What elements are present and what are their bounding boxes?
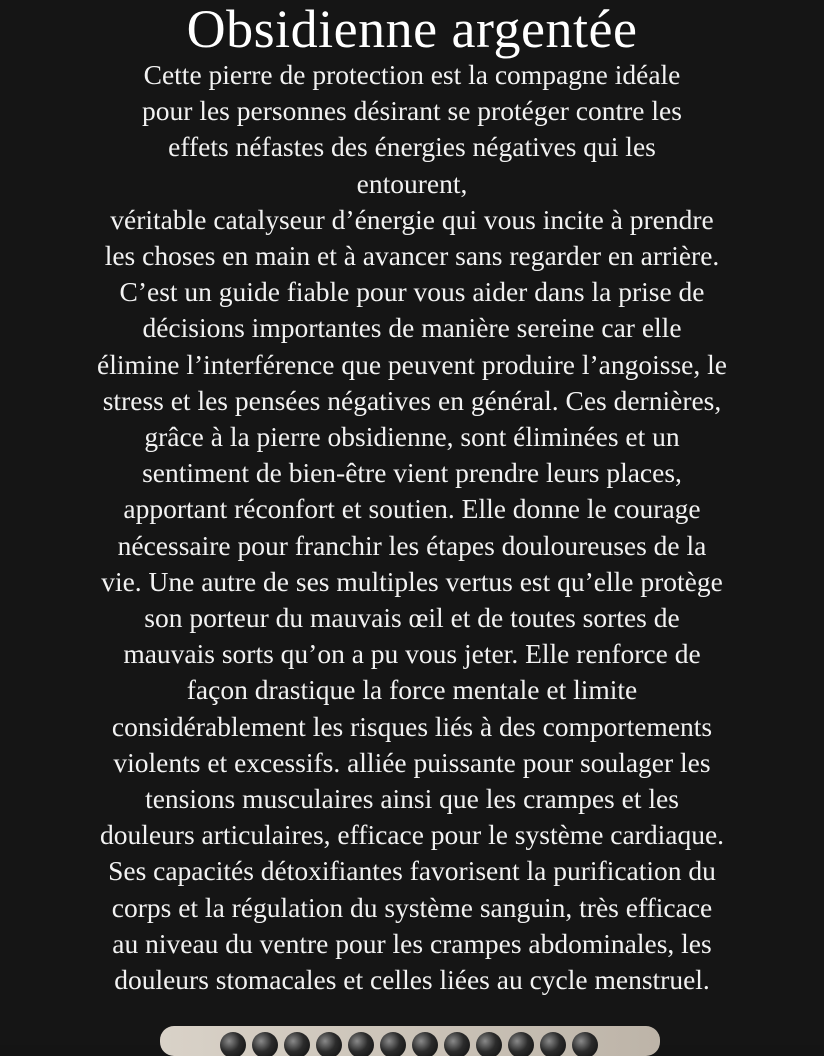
description-line: effets néfastes des énergies négatives qui les — [168, 131, 656, 163]
description-line: véritable catalyseur d’énergie qui vous incite à prendre — [110, 203, 714, 235]
description-line: douleurs articulaires, efficace pour le système cardiaque. — [99, 819, 725, 851]
description-line: sentiment de bien-être vient prendre leurs places, — [142, 457, 682, 489]
bead-icon — [572, 1032, 598, 1056]
description-line: élimine l’interférence que peuvent produire l’angoisse, le — [97, 348, 727, 380]
bead-icon — [412, 1032, 438, 1056]
bead-icon — [348, 1032, 374, 1056]
description-text — [0, 57, 824, 998]
description-line: Cette pierre de protection est la compagne idéale — [143, 59, 681, 90]
description-line: son porteur du mauvais œil et de toutes sortes de — [144, 602, 680, 634]
bead-icon — [380, 1032, 406, 1056]
bead-icon — [316, 1032, 342, 1056]
description-line: décisions importantes de manière sereine car elle — [142, 312, 682, 344]
description-line: grâce à la pierre obsidienne, sont éliminées et un — [144, 421, 680, 453]
page-title: Obsidienne argentée — [186, 0, 638, 59]
description-line: considérablement les risques liés à des comportements — [111, 710, 713, 742]
description-line: C’est un guide fiable pour vous aider dans la prise de — [119, 276, 705, 308]
description-line: façon drastique la force mentale et limite — [186, 674, 638, 706]
description-line: entourent, — [356, 167, 468, 199]
bead-icon — [220, 1032, 246, 1056]
description-line: violents et excessifs. alliée puissante pour soulager les — [113, 746, 711, 778]
bead-icon — [284, 1032, 310, 1056]
description-line: apportant réconfort et soutien. Elle donne le courage — [123, 493, 701, 525]
description-line: les choses en main et à avancer sans regarder en arrière. — [104, 240, 720, 272]
bead-icon — [252, 1032, 278, 1056]
description-line: vie. Une autre de ses multiples vertus est qu’elle protège — [101, 565, 723, 597]
description-line: corps et la régulation du système sanguin, très efficace — [111, 891, 713, 923]
description-line: au niveau du ventre pour les crampes abdominales, les — [112, 927, 712, 959]
description-line: tensions musculaires ainsi que les crampes et les — [145, 783, 679, 815]
description-line: douleurs stomacales et celles liées au cycle menstruel. — [114, 964, 710, 996]
description-line: stress et les pensées négatives en général. Ces dernières, — [102, 384, 722, 416]
description-line: nécessaire pour franchir les étapes douloureuses de la — [117, 529, 707, 561]
bead-icon — [476, 1032, 502, 1056]
description-line: pour les personnes désirant se protéger contre les — [142, 95, 682, 127]
bead-icon — [508, 1032, 534, 1056]
description-line: mauvais sorts qu’on a pu vous jeter. Elle renforce de — [123, 638, 701, 670]
description-line: Ses capacités détoxifiantes favorisent la purification du — [108, 855, 716, 887]
bead-icon — [444, 1032, 470, 1056]
bracelet-photo — [160, 1026, 660, 1056]
bead-icon — [540, 1032, 566, 1056]
